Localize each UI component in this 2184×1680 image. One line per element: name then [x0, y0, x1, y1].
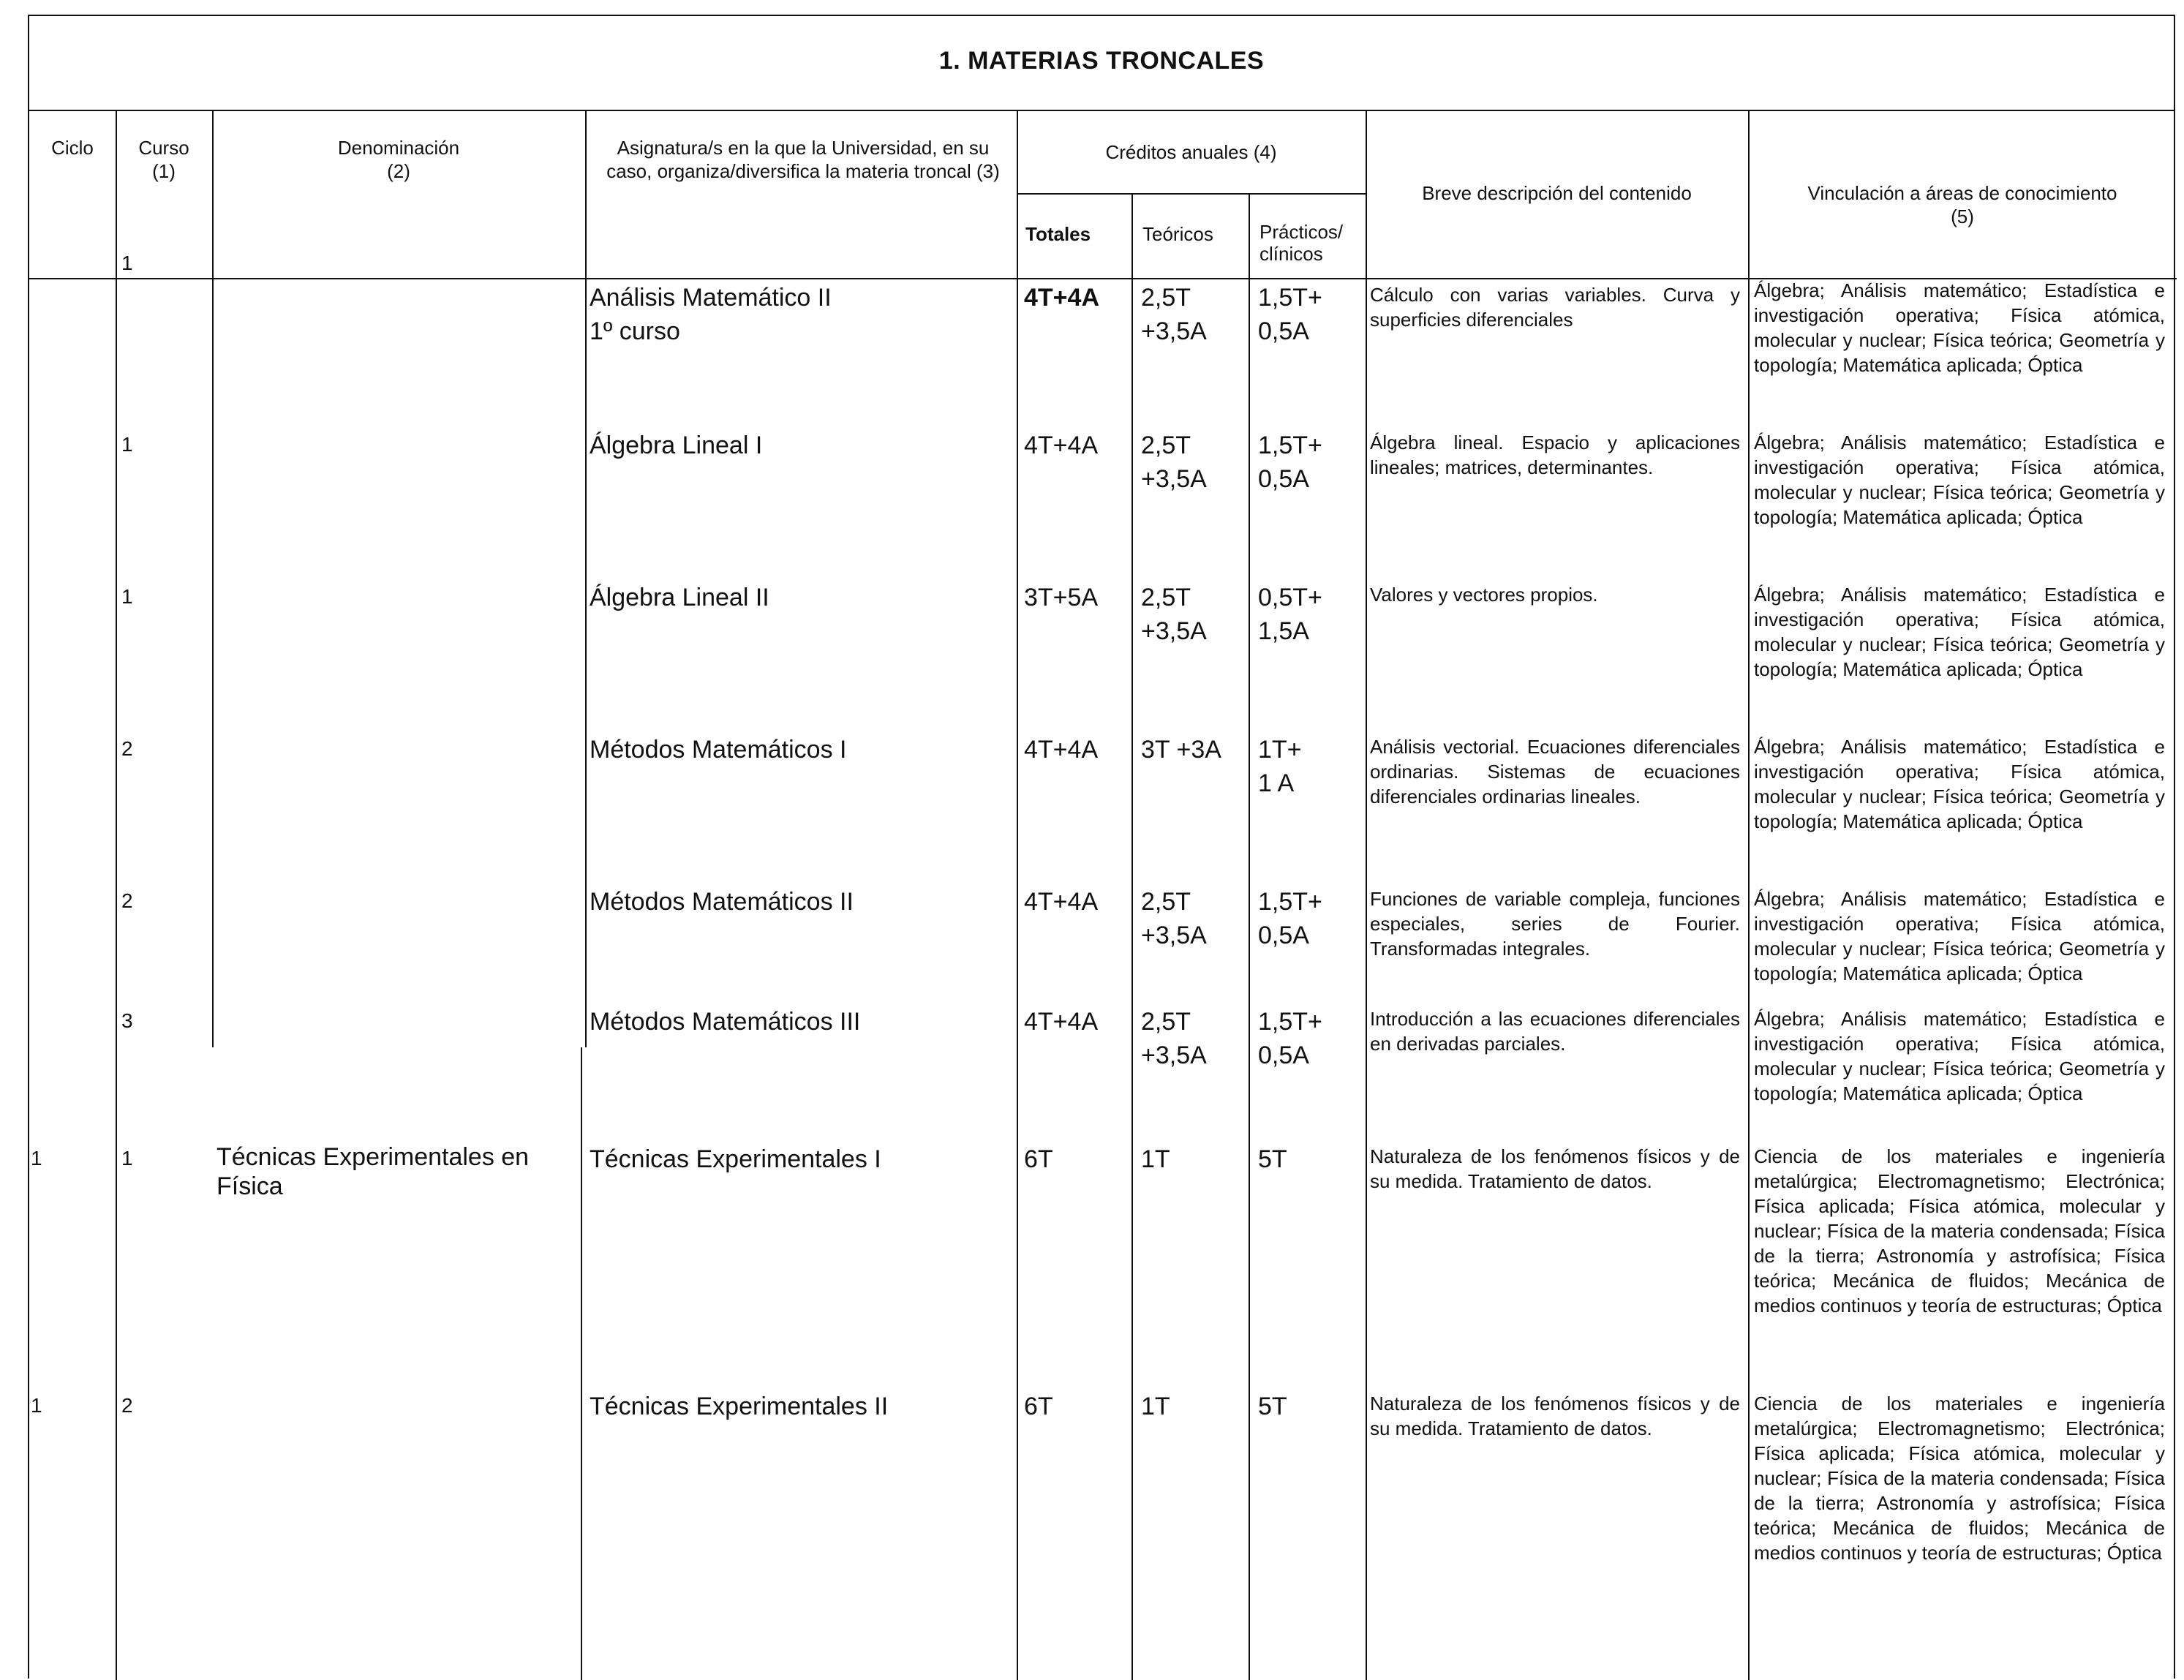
row-curso: 1	[121, 252, 133, 274]
row-totales: 6T	[1024, 1393, 1053, 1420]
page-title: 1. MATERIAS TRONCALES	[938, 47, 1265, 75]
row-asignatura: Métodos Matemáticos II	[590, 888, 854, 916]
row-totales: 3T+5A	[1024, 584, 1099, 611]
row-totales: 4T+4A	[1024, 284, 1099, 312]
row-denominacion: Técnicas Experimentales en Física	[216, 1143, 530, 1200]
row-teoricos: 2,5T +3,5A	[1141, 284, 1207, 345]
row-curso: 3	[121, 1009, 133, 1032]
row-areas: Álgebra; Análisis matemático; Estadística e investigación operativa; Física atómica, molecular y nuclear; Física teórica; Geometría y topología; Matemática aplicada; Óptica	[1754, 279, 2165, 376]
row-teoricos: 3T +3A	[1141, 736, 1221, 764]
title-box	[28, 15, 2175, 110]
row-areas: Álgebra; Análisis matemático; Estadística e investigación operativa; Física atómica, molecular y nuclear; Física teórica; Geometría y topología; Matemática aplicada; Óptica	[1754, 432, 2165, 528]
row-totales: 4T+4A	[1024, 736, 1099, 764]
header-ciclo: Ciclo	[51, 137, 94, 159]
header-descripcion: Breve descripción del contenido	[1422, 182, 1692, 204]
row-totales: 4T+4A	[1024, 432, 1099, 459]
col-divider	[585, 111, 587, 1047]
row-descripcion: Funciones de variable compleja, funciones especiales, series de Fourier. Transformadas integrales.	[1370, 888, 1740, 960]
row-curso: 2	[121, 1394, 133, 1417]
row-areas: Álgebra; Análisis matemático; Estadística e investigación operativa; Física atómica, molecular y nuclear; Física teórica; Geometría y topología; Matemática aplicada; Óptica	[1754, 584, 2165, 680]
row-curso: 2	[121, 737, 133, 760]
row-areas: Álgebra; Análisis matemático; Estadística e investigación operativa; Física atómica, molecular y nuclear; Física teórica; Geometría y topología; Matemática aplicada; Óptica	[1754, 736, 2165, 832]
row-ciclo: 1	[31, 1394, 42, 1417]
row-practicos: 1,5T+ 0,5A	[1258, 284, 1322, 345]
row-descripcion: Naturaleza de los fenómenos físicos y de su medida. Tratamiento de datos.	[1370, 1393, 1740, 1439]
row-teoricos: 2,5T +3,5A	[1141, 584, 1207, 645]
header-creditos: Créditos anuales (4)	[1105, 141, 1277, 163]
row-descripcion: Naturaleza de los fenómenos físicos y de su medida. Tratamiento de datos.	[1370, 1145, 1740, 1192]
col-divider	[581, 1047, 582, 1680]
row-asignatura: Métodos Matemáticos III	[590, 1008, 861, 1036]
row-totales: 4T+4A	[1024, 1008, 1099, 1036]
credits-subheader-line	[1017, 193, 1366, 195]
header-denominacion-note: (2)	[387, 160, 410, 182]
row-asignatura: Álgebra Lineal II	[590, 584, 769, 611]
col-divider	[1017, 111, 1018, 1680]
col-divider	[1366, 111, 1367, 1680]
header-curso-note: (1)	[152, 160, 176, 182]
header-vinculacion: Vinculación a áreas de conocimiento	[1807, 182, 2117, 204]
row-teoricos: 2,5T +3,5A	[1141, 432, 1207, 493]
row-asignatura: Álgebra Lineal I	[590, 432, 763, 459]
row-descripcion: Introducción a las ecuaciones diferenciales en derivadas parciales.	[1370, 1008, 1740, 1055]
row-areas: Álgebra; Análisis matemático; Estadística e investigación operativa; Física atómica, molecular y nuclear; Física teórica; Geometría y topología; Matemática aplicada; Óptica	[1754, 1008, 2165, 1104]
row-descripcion: Análisis vectorial. Ecuaciones diferenciales ordinarias. Sistemas de ecuaciones diferenciales ordinarias lineales.	[1370, 736, 1740, 807]
header-asignatura: Asignatura/s en la que la Universidad, en su caso, organiza/diversifica la materia troncal (3)	[606, 137, 1000, 182]
col-divider	[1249, 193, 1250, 1680]
row-descripcion: Álgebra lineal. Espacio y aplicaciones lineales; matrices, determinantes.	[1370, 432, 1740, 478]
row-curso: 1	[121, 585, 133, 608]
row-areas: Álgebra; Análisis matemático; Estadística e investigación operativa; Física atómica, molecular y nuclear; Física teórica; Geometría y topología; Matemática aplicada; Óptica	[1754, 888, 2165, 984]
header-denominacion: Denominación	[337, 137, 460, 159]
row-ciclo: 1	[31, 1147, 42, 1169]
col-divider	[1748, 111, 1750, 1680]
row-practicos: 5T	[1258, 1145, 1287, 1173]
header-totales: Totales	[1025, 223, 1091, 245]
row-curso: 1	[121, 433, 133, 456]
row-teoricos: 1T	[1141, 1145, 1170, 1173]
header-practicos: Prácticos/ clínicos	[1259, 221, 1344, 265]
row-areas: Ciencia de los materiales e ingeniería metalúrgica; Electromagnetismo; Electrónica; Física aplicada; Física atómica, molecular y nuclear; Física de la materia condensada; Física de la tierra; Astronomía y astrofísica; Física teórica; Mecánica de fluidos; Mecánica de medios continuos y teoría de estructuras; Óptica	[1754, 1145, 2165, 1316]
row-practicos: 1,5T+ 0,5A	[1258, 432, 1322, 493]
row-practicos: 0,5T+ 1,5A	[1258, 584, 1322, 645]
row-curso: 2	[121, 889, 133, 912]
col-divider	[212, 111, 214, 1047]
header-vinculacion-note: (5)	[1951, 206, 1974, 227]
row-totales: 6T	[1024, 1145, 1053, 1173]
row-areas: Ciencia de los materiales e ingeniería metalúrgica; Electromagnetismo; Electrónica; Física aplicada; Física atómica, molecular y nuclear; Física de la materia condensada; Física de la tierra; Astronomía y astrofísica; Física teórica; Mecánica de fluidos; Mecánica de medios continuos y teoría de estructuras; Óptica	[1754, 1393, 2165, 1564]
header-curso: Curso	[138, 137, 189, 159]
row-teoricos: 2,5T +3,5A	[1141, 888, 1207, 949]
row-practicos: 5T	[1258, 1393, 1287, 1420]
row-practicos: 1,5T+ 0,5A	[1258, 888, 1322, 949]
row-asignatura: Técnicas Experimentales I	[590, 1145, 881, 1173]
row-asignatura: Técnicas Experimentales II	[590, 1393, 889, 1420]
row-teoricos: 1T	[1141, 1393, 1170, 1420]
row-descripcion: Cálculo con varias variables. Curva y superficies diferenciales	[1370, 284, 1740, 331]
document-sheet	[28, 15, 2178, 1679]
row-curso: 1	[121, 1147, 133, 1169]
row-practicos: 1T+ 1 A	[1258, 736, 1302, 797]
col-divider	[116, 111, 117, 1680]
row-teoricos: 2,5T +3,5A	[1141, 1008, 1207, 1069]
row-asignatura: Métodos Matemáticos I	[590, 736, 847, 764]
header-teoricos: Teóricos	[1142, 223, 1213, 245]
row-asignatura: Análisis Matemático II 1º curso	[590, 284, 832, 345]
row-practicos: 1,5T+ 0,5A	[1258, 1008, 1322, 1069]
col-divider	[1131, 193, 1133, 1680]
row-totales: 4T+4A	[1024, 888, 1099, 916]
row-descripcion: Valores y vectores propios.	[1370, 584, 1598, 606]
